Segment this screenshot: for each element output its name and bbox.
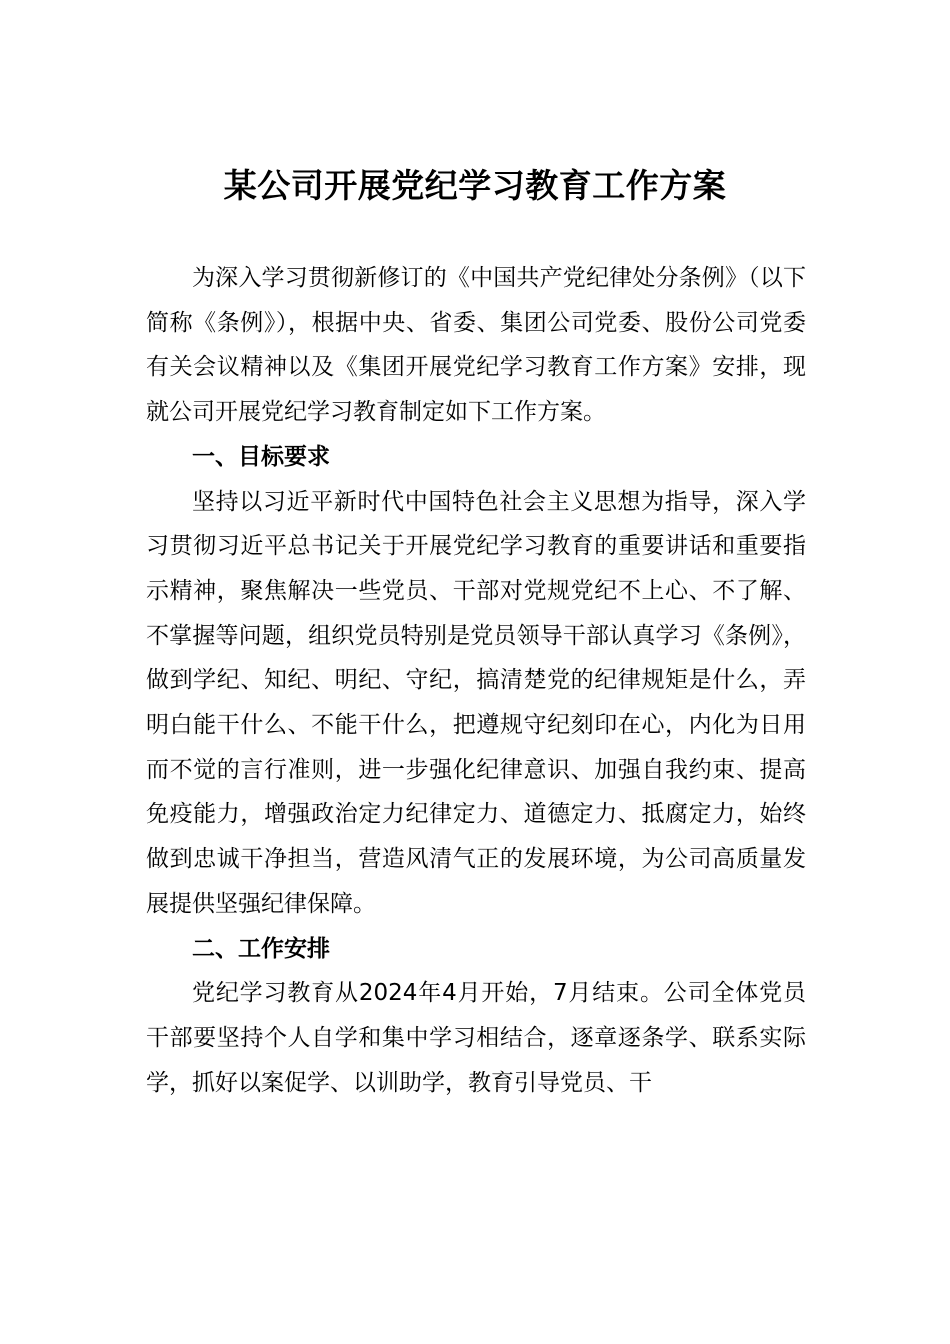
document-title: 某公司开展党纪学习教育工作方案: [223, 166, 727, 205]
section-paragraph-arrangement: 党纪学习教育从2024年4月开始，7月结束。公司全体党员干部要坚持个人自学和集中学习相结合，逐章逐条学、联系实际学，抓好以案促学、以训助学，教育引导党员、干: [146, 980, 806, 1096]
document-body: [146, 256, 806, 1105]
section-heading-goals: 一、目标要求: [192, 443, 330, 470]
intro-paragraph: 为深入学习贯彻新修订的《中国共产党纪律处分条例》（以下简称《条例》），根据中央、省委、集团公司党委、股份公司党委有关会议精神以及《集团开展党纪学习教育工作方案》安排，现就公司开展党纪学习教育制定如下工作方案。: [146, 265, 806, 426]
section-heading-arrangement: 二、工作安排: [192, 935, 330, 962]
section-paragraph-goals: 坚持以习近平新时代中国特色社会主义思想为指导，深入学习贯彻习近平总书记关于开展党纪学习教育的重要讲话和重要指示精神，聚焦解决一些党员、干部对党规党纪不上心、不了解、不掌握等问题，组织党员特别是党员领导干部认真学习《条例》，做到学纪、知纪、明纪、守纪，搞清楚党的纪律规矩是什么，弄明白能干什么、不能干什么，把遵规守纪刻印在心，内化为日用而不觉的言行准则，进一步强化纪律意识、加强自我约束、提高免疫能力，增强政治定力纪律定力、道德定力、抵腐定力，始终做到忠诚干净担当，营造风清气正的发展环境，为公司高质量发展提供坚强纪律保障。: [146, 488, 806, 917]
